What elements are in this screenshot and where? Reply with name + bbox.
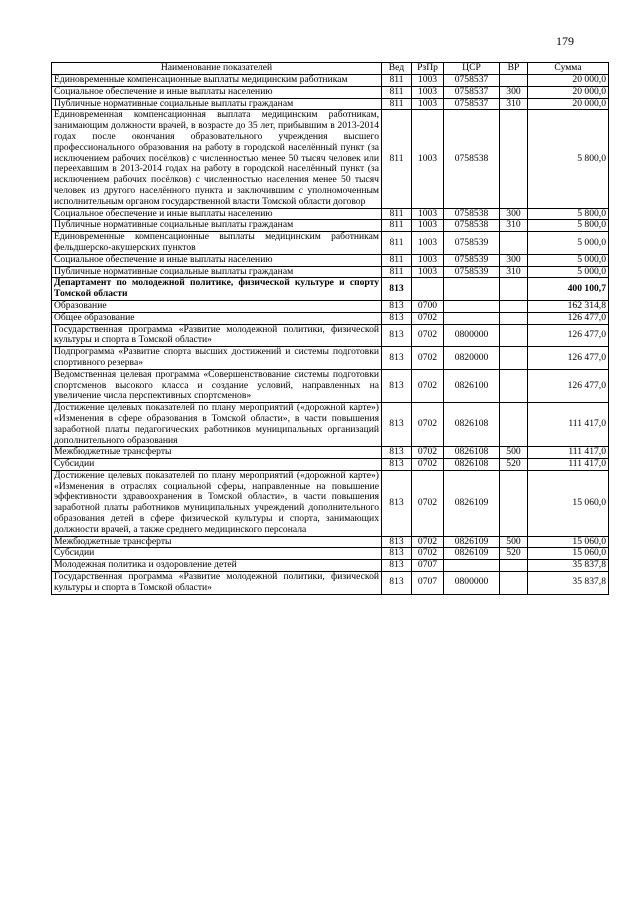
header-rzpr: РзПр bbox=[412, 63, 444, 75]
cell-csr: 0758537 bbox=[444, 98, 500, 110]
cell-name: Публичные нормативные социальные выплаты гражданам bbox=[52, 266, 382, 278]
cell-ved: 813 bbox=[382, 470, 412, 536]
cell-name: Субсидии bbox=[52, 459, 382, 471]
cell-csr: 0826100 bbox=[444, 369, 500, 402]
cell-name: Образование bbox=[52, 300, 382, 312]
table-row bbox=[52, 266, 609, 278]
cell-vr bbox=[500, 324, 528, 347]
cell-name: Общее образование bbox=[52, 312, 382, 324]
cell-name: Социальное обеспечение и иные выплаты населению bbox=[52, 208, 382, 220]
table-row bbox=[52, 300, 609, 312]
cell-vr: 520 bbox=[500, 459, 528, 471]
cell-sum: 15 060,0 bbox=[528, 536, 609, 548]
cell-name: Субсидии bbox=[52, 548, 382, 560]
cell-csr: 0826109 bbox=[444, 536, 500, 548]
cell-name: Подпрограмма «Развитие спорта высших достижений и системы подготовки спортивного резерва» bbox=[52, 347, 382, 370]
cell-sum: 126 477,0 bbox=[528, 312, 609, 324]
cell-vr bbox=[500, 470, 528, 536]
table-row bbox=[52, 208, 609, 220]
cell-name: Публичные нормативные социальные выплаты гражданам bbox=[52, 98, 382, 110]
cell-vr bbox=[500, 110, 528, 208]
cell-vr: 300 bbox=[500, 86, 528, 98]
cell-sum: 5 800,0 bbox=[528, 208, 609, 220]
cell-vr: 520 bbox=[500, 548, 528, 560]
cell-name: Социальное обеспечение и иные выплаты населению bbox=[52, 254, 382, 266]
table-row bbox=[52, 548, 609, 560]
cell-csr: 0758538 bbox=[444, 220, 500, 232]
cell-ved: 811 bbox=[382, 266, 412, 278]
cell-rzpr: 0702 bbox=[412, 548, 444, 560]
cell-vr: 500 bbox=[500, 447, 528, 459]
cell-rzpr: 1003 bbox=[412, 220, 444, 232]
table-row bbox=[52, 86, 609, 98]
cell-ved: 813 bbox=[382, 403, 412, 447]
cell-ved: 813 bbox=[382, 278, 412, 301]
cell-vr bbox=[500, 403, 528, 447]
cell-ved: 813 bbox=[382, 300, 412, 312]
cell-vr: 300 bbox=[500, 254, 528, 266]
cell-ved: 811 bbox=[382, 220, 412, 232]
table-row bbox=[52, 560, 609, 572]
cell-sum: 20 000,0 bbox=[528, 75, 609, 87]
cell-csr: 0800000 bbox=[444, 572, 500, 595]
cell-ved: 811 bbox=[382, 254, 412, 266]
header-vr: ВР bbox=[500, 63, 528, 75]
cell-rzpr: 0702 bbox=[412, 536, 444, 548]
cell-ved: 811 bbox=[382, 98, 412, 110]
cell-rzpr: 1003 bbox=[412, 86, 444, 98]
cell-sum: 15 060,0 bbox=[528, 548, 609, 560]
cell-rzpr: 0700 bbox=[412, 300, 444, 312]
cell-ved: 813 bbox=[382, 347, 412, 370]
cell-rzpr: 0702 bbox=[412, 324, 444, 347]
cell-rzpr: 1003 bbox=[412, 110, 444, 208]
cell-sum: 111 417,0 bbox=[528, 447, 609, 459]
cell-sum: 111 417,0 bbox=[528, 459, 609, 471]
table-row bbox=[52, 347, 609, 370]
table-row bbox=[52, 536, 609, 548]
cell-vr bbox=[500, 232, 528, 255]
cell-sum: 126 477,0 bbox=[528, 324, 609, 347]
table-row bbox=[52, 369, 609, 402]
cell-csr bbox=[444, 300, 500, 312]
table-row bbox=[52, 75, 609, 87]
cell-csr: 0826109 bbox=[444, 470, 500, 536]
table-row bbox=[52, 572, 609, 595]
cell-name: Ведомственная целевая программа «Совершенствование системы подготовки спортсменов высокого класса и создание условий, направленных на увеличение числа перспективных спортсменов» bbox=[52, 369, 382, 402]
cell-vr: 310 bbox=[500, 220, 528, 232]
cell-name: Публичные нормативные социальные выплаты гражданам bbox=[52, 220, 382, 232]
cell-csr: 0758537 bbox=[444, 86, 500, 98]
cell-name: Социальное обеспечение и иные выплаты населению bbox=[52, 86, 382, 98]
cell-sum: 162 314,8 bbox=[528, 300, 609, 312]
cell-sum: 111 417,0 bbox=[528, 403, 609, 447]
cell-ved: 813 bbox=[382, 459, 412, 471]
cell-rzpr: 1003 bbox=[412, 232, 444, 255]
cell-ved: 813 bbox=[382, 548, 412, 560]
cell-ved: 811 bbox=[382, 86, 412, 98]
cell-csr bbox=[444, 278, 500, 301]
cell-vr: 310 bbox=[500, 266, 528, 278]
cell-name: Государственная программа «Развитие молодежной политики, физической культуры и спорта в Томской области» bbox=[52, 572, 382, 595]
table-row bbox=[52, 98, 609, 110]
header-sum: Сумма bbox=[528, 63, 609, 75]
table-row bbox=[52, 278, 609, 301]
cell-ved: 811 bbox=[382, 232, 412, 255]
page-number: 179 bbox=[556, 34, 574, 48]
cell-name: Единовременная компенсационная выплата медицинским работникам, занимающим должности врачей, в возрасте до 35 лет, прибывшим в 2013-2014 годах после окончания образовательного учреждения высшего профессионального образования на работу в городской населённый пункт (за исключением рабочих посёлков) с численностью менее 50 тысяч человек или переехавшим в 2013-2014 годах на работу в городской населённый пункт (за исключением рабочих посёлков) с численностью населения менее 50 тысяч человек из другого населённого пункта и заключившим с уполномоченным исполнительным органом государственной власти Томской области договор bbox=[52, 110, 382, 208]
cell-ved: 811 bbox=[382, 208, 412, 220]
cell-vr bbox=[500, 300, 528, 312]
cell-sum: 5 800,0 bbox=[528, 220, 609, 232]
cell-rzpr: 0702 bbox=[412, 347, 444, 370]
cell-csr bbox=[444, 560, 500, 572]
cell-sum: 5 800,0 bbox=[528, 110, 609, 208]
table-row bbox=[52, 470, 609, 536]
cell-name: Достижение целевых показателей по плану мероприятий («дорожной карте») «Изменения в отраслях социальной сферы, направленные на повышение эффективности здравоохранения в Томской области», в части повышения заработной платы работников муниципальных учреждений дополнительного образования детей в сфере физической культуры и спорта, занимающих должности врачей, а также среднего медицинского персонала bbox=[52, 470, 382, 536]
cell-rzpr: 0702 bbox=[412, 369, 444, 402]
cell-csr: 0800000 bbox=[444, 324, 500, 347]
cell-ved: 813 bbox=[382, 560, 412, 572]
table-row bbox=[52, 232, 609, 255]
cell-rzpr: 0707 bbox=[412, 572, 444, 595]
cell-name: Единовременные компенсационные выплаты медицинским работникам фельдшерско-акушерских пунктов bbox=[52, 232, 382, 255]
cell-name: Государственная программа «Развитие молодежной политики, физической культуры и спорта в Томской области» bbox=[52, 324, 382, 347]
cell-sum: 5 000,0 bbox=[528, 254, 609, 266]
table-header-row bbox=[52, 63, 609, 75]
cell-ved: 813 bbox=[382, 447, 412, 459]
cell-sum: 5 000,0 bbox=[528, 232, 609, 255]
cell-ved: 811 bbox=[382, 110, 412, 208]
cell-csr: 0826108 bbox=[444, 447, 500, 459]
cell-sum: 20 000,0 bbox=[528, 86, 609, 98]
cell-ved: 811 bbox=[382, 75, 412, 87]
cell-vr bbox=[500, 572, 528, 595]
cell-rzpr bbox=[412, 278, 444, 301]
cell-vr bbox=[500, 312, 528, 324]
cell-sum: 126 477,0 bbox=[528, 347, 609, 370]
cell-csr: 0826108 bbox=[444, 403, 500, 447]
cell-csr: 0758538 bbox=[444, 110, 500, 208]
cell-ved: 813 bbox=[382, 324, 412, 347]
header-ved: Вед bbox=[382, 63, 412, 75]
header-csr: ЦСР bbox=[444, 63, 500, 75]
cell-vr bbox=[500, 347, 528, 370]
cell-vr: 500 bbox=[500, 536, 528, 548]
cell-csr: 0820000 bbox=[444, 347, 500, 370]
cell-name: Департамент по молодежной политике, физической культуре и спорту Томской области bbox=[52, 278, 382, 301]
cell-rzpr: 1003 bbox=[412, 75, 444, 87]
table-row bbox=[52, 220, 609, 232]
cell-sum: 35 837,8 bbox=[528, 572, 609, 595]
cell-vr bbox=[500, 75, 528, 87]
cell-csr: 0758539 bbox=[444, 254, 500, 266]
cell-sum: 35 837,8 bbox=[528, 560, 609, 572]
cell-name: Достижение целевых показателей по плану мероприятий («дорожной карте») «Изменения в сфере образования в Томской области», в части повышения заработной платы педагогических работников муниципальных организаций дополнительного образования bbox=[52, 403, 382, 447]
cell-rzpr: 1003 bbox=[412, 98, 444, 110]
cell-rzpr: 0702 bbox=[412, 459, 444, 471]
cell-csr bbox=[444, 312, 500, 324]
cell-name: Молодежная политика и оздоровление детей bbox=[52, 560, 382, 572]
cell-ved: 813 bbox=[382, 536, 412, 548]
cell-vr: 310 bbox=[500, 98, 528, 110]
cell-csr: 0826109 bbox=[444, 548, 500, 560]
cell-rzpr: 0702 bbox=[412, 447, 444, 459]
cell-rzpr: 0707 bbox=[412, 560, 444, 572]
cell-ved: 813 bbox=[382, 312, 412, 324]
cell-csr: 0758539 bbox=[444, 232, 500, 255]
cell-vr bbox=[500, 560, 528, 572]
table-body bbox=[52, 75, 609, 595]
cell-sum: 126 477,0 bbox=[528, 369, 609, 402]
cell-ved: 813 bbox=[382, 369, 412, 402]
table-row bbox=[52, 459, 609, 471]
cell-sum: 400 100,7 bbox=[528, 278, 609, 301]
table-row bbox=[52, 254, 609, 266]
cell-name: Межбюджетные трансферты bbox=[52, 447, 382, 459]
cell-csr: 0826108 bbox=[444, 459, 500, 471]
cell-sum: 20 000,0 bbox=[528, 98, 609, 110]
cell-rzpr: 0702 bbox=[412, 403, 444, 447]
cell-csr: 0758539 bbox=[444, 266, 500, 278]
cell-name: Единовременные компенсационные выплаты медицинским работникам bbox=[52, 75, 382, 87]
cell-ved: 813 bbox=[382, 572, 412, 595]
cell-name: Межбюджетные трансферты bbox=[52, 536, 382, 548]
cell-rzpr: 1003 bbox=[412, 266, 444, 278]
table-row bbox=[52, 403, 609, 447]
cell-csr: 0758537 bbox=[444, 75, 500, 87]
cell-csr: 0758538 bbox=[444, 208, 500, 220]
cell-rzpr: 1003 bbox=[412, 254, 444, 266]
table-row bbox=[52, 324, 609, 347]
cell-vr bbox=[500, 369, 528, 402]
cell-sum: 5 000,0 bbox=[528, 266, 609, 278]
table-row bbox=[52, 110, 609, 208]
budget-table bbox=[51, 62, 609, 595]
cell-sum: 15 060,0 bbox=[528, 470, 609, 536]
cell-vr bbox=[500, 278, 528, 301]
cell-rzpr: 0702 bbox=[412, 470, 444, 536]
cell-rzpr: 0702 bbox=[412, 312, 444, 324]
table-row bbox=[52, 312, 609, 324]
cell-vr: 300 bbox=[500, 208, 528, 220]
cell-rzpr: 1003 bbox=[412, 208, 444, 220]
table-row bbox=[52, 447, 609, 459]
header-name: Наименование показателей bbox=[52, 63, 382, 75]
